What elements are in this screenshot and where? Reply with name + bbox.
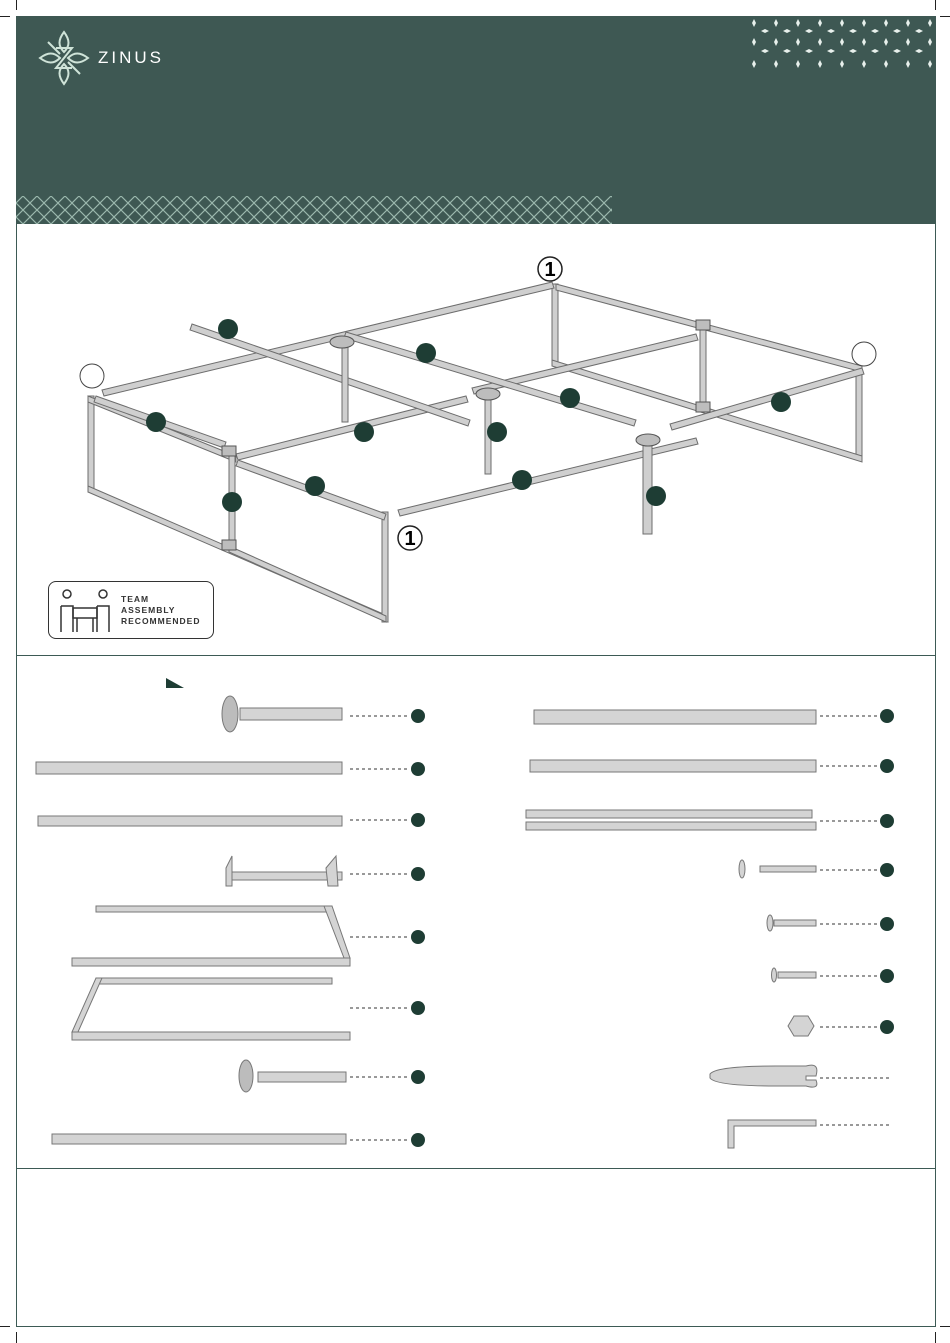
zinus-leaf-logo-icon xyxy=(36,28,92,88)
crop-mark xyxy=(940,1326,950,1327)
section-divider xyxy=(16,1168,936,1169)
brand-logo xyxy=(36,28,164,88)
team-assembly-text: TEAM ASSEMBLY RECOMMENDED xyxy=(121,594,201,626)
crop-mark xyxy=(16,1332,17,1343)
crop-mark xyxy=(0,16,10,17)
brand-name: ZINUS xyxy=(98,48,164,67)
crop-mark xyxy=(940,16,950,17)
callout-bottom-label: 1 xyxy=(404,528,416,550)
crop-mark xyxy=(935,1332,936,1343)
crop-mark xyxy=(935,0,936,10)
callout-top xyxy=(538,257,562,281)
two-people-icon xyxy=(53,584,117,636)
callout-top-label: 1 xyxy=(544,259,556,281)
diamond-band-pattern xyxy=(16,196,612,224)
callout-bottom xyxy=(398,526,422,550)
team-assembly-badge xyxy=(48,581,214,639)
arrow-icon xyxy=(166,678,184,688)
crop-mark xyxy=(16,0,17,10)
header-banner xyxy=(16,16,936,224)
crop-mark xyxy=(0,1326,10,1327)
decorative-pattern xyxy=(746,16,936,76)
parts-list xyxy=(16,656,936,1168)
